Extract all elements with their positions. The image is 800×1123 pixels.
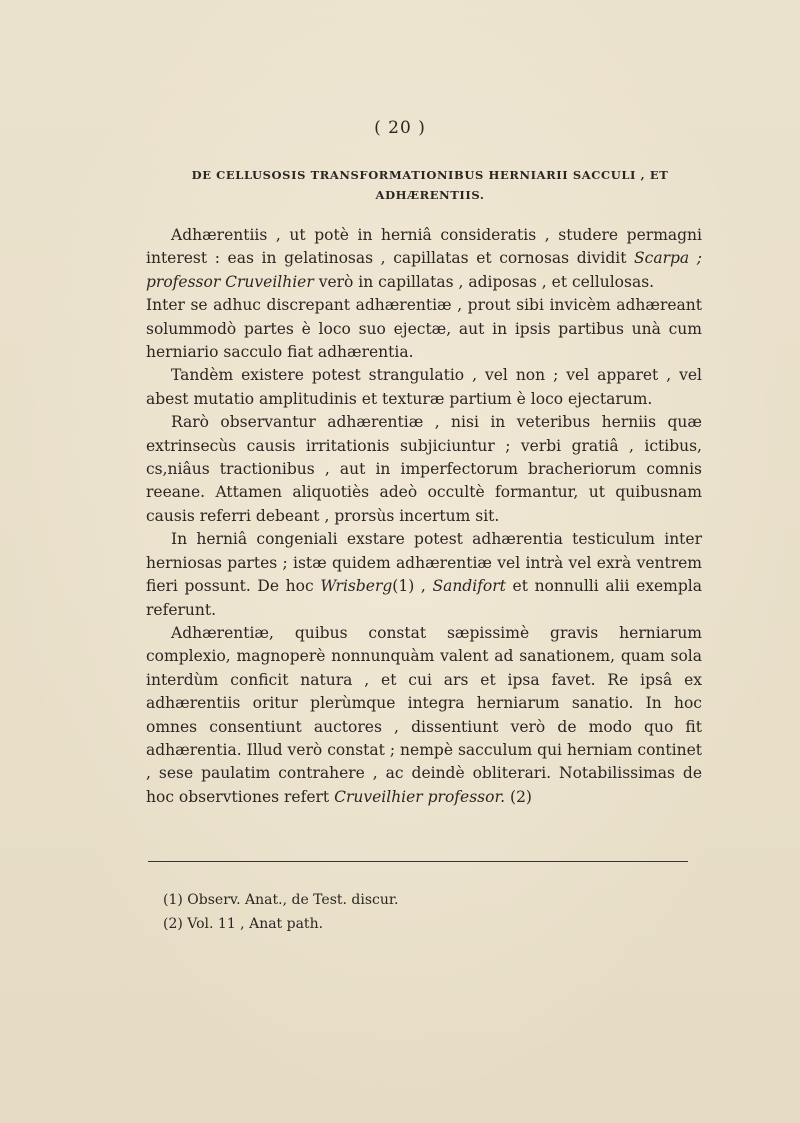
paragraph-3: Tandèm existere potest strangulatio , vel non ; vel apparet , vel abest mutatio amplitudinis et texturæ partium è loco ejectarum. <box>146 366 702 408</box>
footnote-1: (1) Observ. Anat., de Test. discur. <box>163 892 399 908</box>
footnote-ref: (1) , <box>392 577 433 596</box>
chapter-heading <box>150 165 710 205</box>
footnote-divider <box>148 861 688 862</box>
author-name: Wrisberg <box>320 577 393 596</box>
paragraph-1 <box>146 224 702 294</box>
author-name: Sandifort <box>432 577 506 596</box>
paragraph-5 <box>146 528 702 622</box>
paragraph-6 <box>146 622 702 809</box>
footnote-ref: (2) <box>505 787 532 806</box>
paragraph-4: Rarò observantur adhærentiæ , nisi in veteribus herniis quæ extrinsecùs causis irritationis subjiciuntur ; verbi gratiâ , ictibus, cs,niâus tractionibus , aut in imperfectorum bracheriorum comnis reeane. Attamen aliquotiès adeò occultè formantur, ut quibusnam causis referri debeant , prorsùs incertum sit. <box>146 413 702 525</box>
author-name: Cruveilhier professor. <box>334 787 506 806</box>
text-run: Adhærentiæ, quibus constat sæpissimè gravis herniarum complexio, magnoperè nonnunquàm valent ad sanationem, quam sola interdùm conficit natura , et cui ars et ipsa favet. Re ipsâ ex adhærentiis oritur plerùmque integra herniarum sanatio. In hoc omnes consentiunt auctores , dissentiunt verò de modo quo fit adhærentia. Illud verò constat ; nempè sacculum qui herniam continet , sese paulatim contrahere , ac deindè obliterari. Notabilissimas de hoc observtiones refert <box>146 623 702 806</box>
heading-line-1: DE CELLUSOSIS TRANSFORMATIONIBUS HERNIARII SACCULI , ET <box>191 168 669 182</box>
heading-line-2: ADHÆRENTIIS. <box>375 188 485 202</box>
author-name: Scarpa ; professor Cruveilhier <box>146 249 702 291</box>
text-run: et nonnulli alii exempla referunt. <box>146 577 702 619</box>
body-text <box>146 224 702 809</box>
text-run: Adhærentiis , ut potè in herniâ consideratis , studere permagni interest : eas in gelatinosas , capillatas et cornosas dividit <box>146 226 702 268</box>
text-run: verò in capillatas , adiposas , et cellulosas. <box>313 272 655 291</box>
footnotes <box>163 888 663 936</box>
text-run: In herniâ congeniali exstare potest adhærentia testiculum inter herniosas partes ; istæ quidem adhærentiæ vel intrà vel exrà ventrem fieri possunt. De hoc <box>146 530 702 596</box>
page-number: ( 20 ) <box>374 118 426 138</box>
footnote-2: (2) Vol. 11 , Anat path. <box>163 916 324 932</box>
paragraph-2: Inter se adhuc discrepant adhærentiæ , prout sibi invicèm adhæreant solummodò partes è loco suo ejectæ, aut in ipsis partibus unà cum herniario sacculo fiat adhærentia. <box>146 296 702 362</box>
